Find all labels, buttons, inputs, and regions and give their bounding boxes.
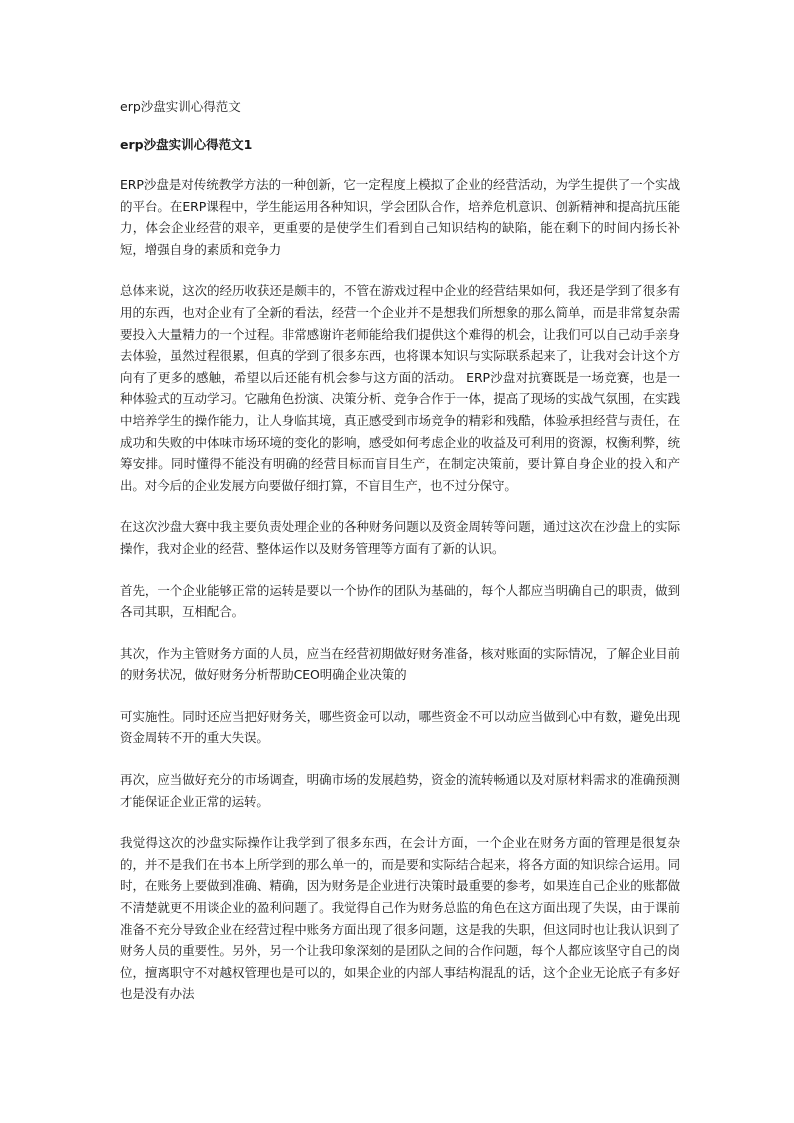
paragraph-second-cont: 可实施性。同时还应当把好财务关，哪些资金可以动，哪些资金不可以动应当做到心中有数，避免出现资金周转不开的重大失误。 — [120, 708, 680, 746]
paragraph-intro: ERP沙盘是对传统教学方法的一种创新，它一定程度上模拟了企业的经营活动，为学生提供了一个实战的平台。在ERP课程中，学生能运用各种知识，学会团队合作，培养危机意识、创新精神和提高抗压能力，体会企业经营的艰辛，更重要的是使学生们看到自己知识结构的缺陷，能在剩下的时间内扬长补短，增强自身的素质和竞争力 — [120, 177, 680, 257]
paragraph-second: 其次，作为主管财务方面的人员，应当在经营初期做好财务准备，核对账面的实际情况，了解企业目前的财务状况，做好财务分析帮助CEO明确企业决策的 — [120, 645, 680, 683]
paragraph-reflection: 我觉得这次的沙盘实际操作让我学到了很多东西，在会计方面，一个企业在财务方面的管理是很复杂的，并不是我们在书本上所学到的那么单一的，而是要和实际结合起来，将各方面的知识综合运用。同时，在账务上要做到准确、精确，因为财务是企业进行决策时最重要的参考，如果连自己企业的账都做不清楚就更不用谈企业的盈利问题了。我觉得自己作为财务总监的角色在这方面出现了失误，由于课前准备不充分导致企业在经营过程中账务方面出现了很多问题，这是我的失职，但这同时也让我认识到了财务人员的重要性。另外，另一个让我印象深刻的是团队之间的合作问题，每个人都应该坚守自己的岗位，擅离职守不对越权管理也是可以的，如果企业的内部人事结构混乱的话，这个企业无论底子有多好也是没有办法 — [120, 835, 680, 1002]
paragraph-summary: 总体来说，这次的经历收获还是颇丰的，不管在游戏过程中企业的经营结果如何，我还是学到了很多有用的东西，也对企业有了全新的看法，经营一个企业并不是想我们所想象的那么简单，而是非常复杂需要投入大量精力的一个过程。非常感谢许老师能给我们提供这个难得的机会，让我们可以自己动手亲身去体验，虽然过程很累，但真的学到了很多东西，也将课本知识与实际联系起来了，让我对会计这个方向有了更多的感触，希望以后还能有机会参与这方面的活动。 ERP沙盘对抗赛既是一场竞赛，也是一种体验式的互动学习。它融角色扮演、决策分析、竞争合作于一体，提高了现场的实战气氛围，在实践中培养学生的操作能力，让人身临其境，真正感受到市场竞争的精彩和残酷，体验承担经营与责任，在成功和失败的中体味市场环境的变化的影响，感受如何考虑企业的收益及可利用的资源，权衡利弊，统筹安排。同时懂得不能没有明确的经营目标而盲目生产，在制定决策前，要计算自身企业的投入和产出。对今后的企业发展方向要做仔细打算，不盲目生产，也不过分保守。 — [120, 283, 680, 493]
document-page — [120, 98, 680, 1025]
document-title: erp沙盘实训心得范文 — [120, 99, 241, 114]
paragraph-first: 首先，一个企业能够正常的运转是要以一个协作的团队为基础的，每个人都应当明确自己的职责，做到各司其职，互相配合。 — [120, 582, 680, 620]
paragraph-third: 再次，应当做好充分的市场调查，明确市场的发展趋势，资金的流转畅通以及对原材料需求的准确预测才能保证企业正常的运转。 — [120, 772, 680, 809]
document-subtitle: erp沙盘实训心得范文1 — [120, 137, 253, 152]
paragraph-role: 在这次沙盘大赛中我主要负责处理企业的各种财务问题以及资金周转等问题，通过这次在沙盘上的实际操作，我对企业的经营、整体运作以及财务管理等方面有了新的认识。 — [120, 519, 680, 556]
